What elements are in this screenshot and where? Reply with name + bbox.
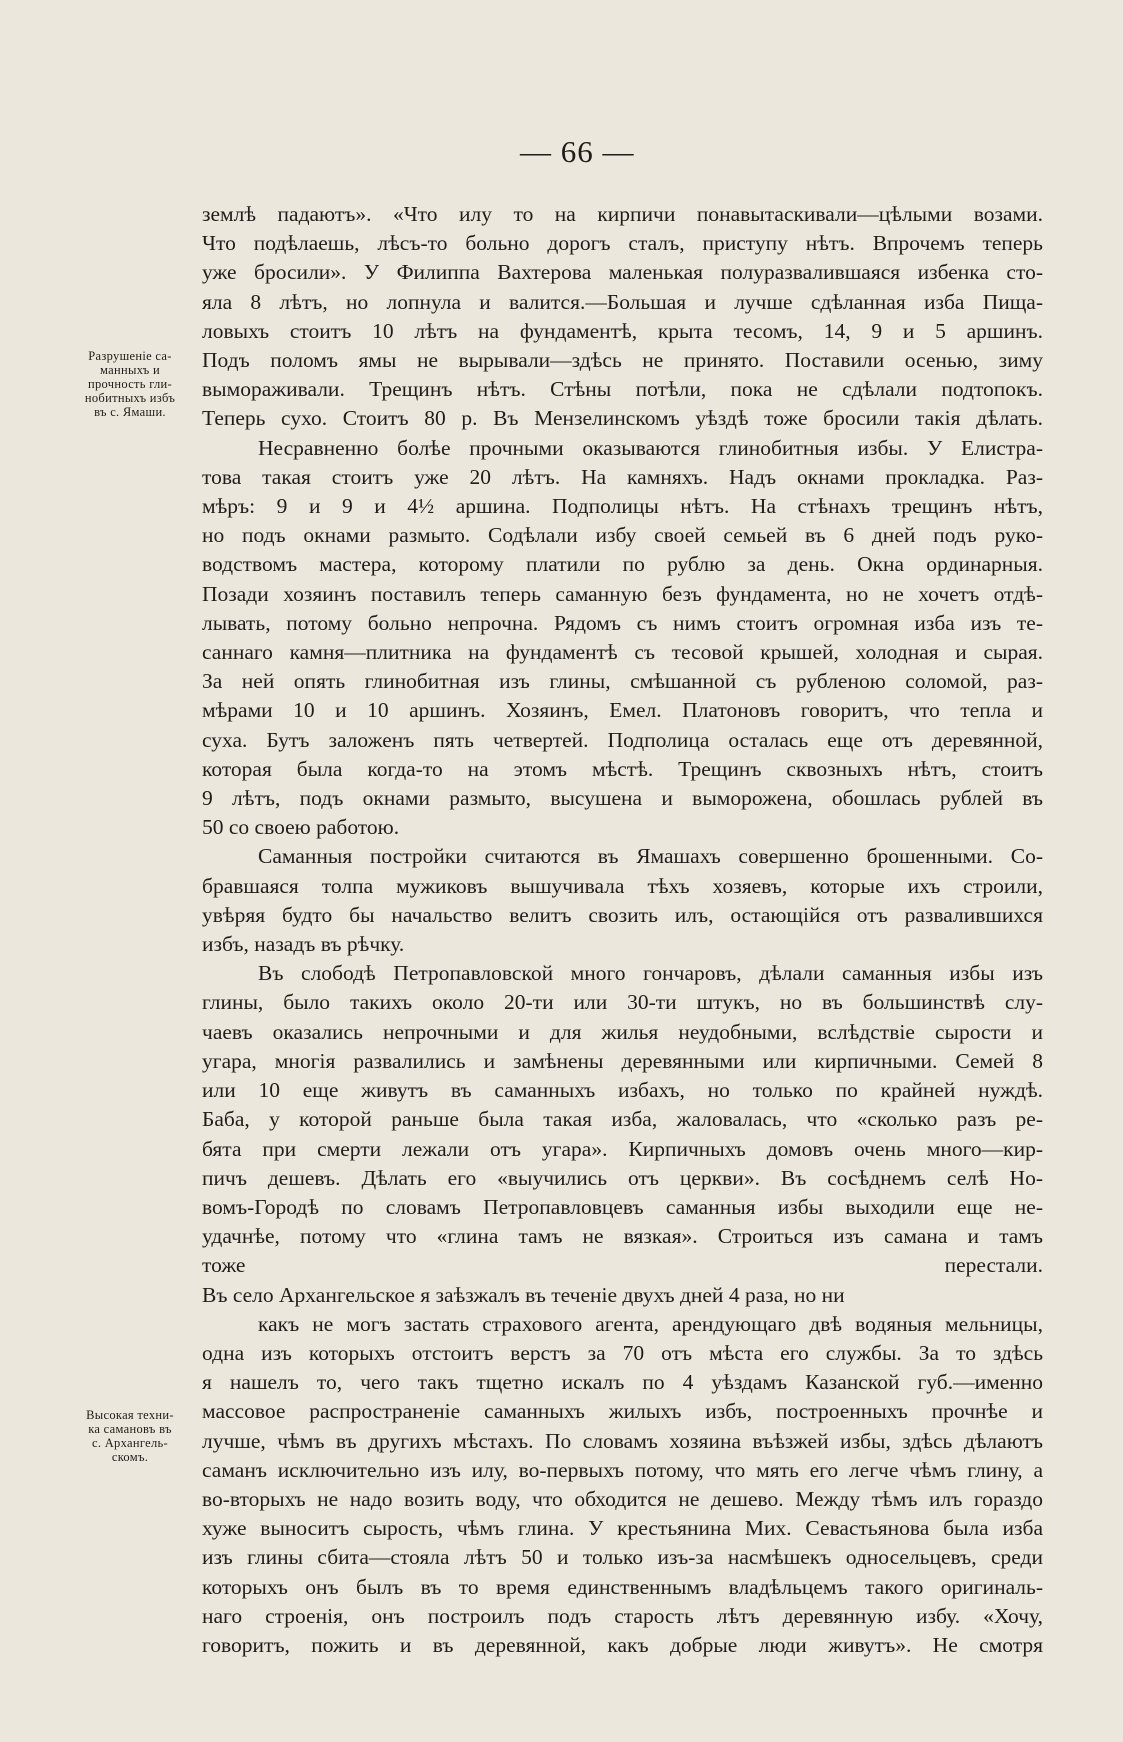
margin-note-line: Разрушеніе са- [88, 349, 172, 363]
margin-note-line: прочность гли- [87, 377, 173, 391]
text-line: Подъ поломъ ямы не вырывали—здѣсь не принято. Поставили осенью, зиму [202, 348, 1043, 373]
text-line: саннаго камня—плитника на фундаментѣ съ тесовой крышей, холодная и сырая. [202, 640, 1043, 665]
text-line: одна изъ которыхъ отстоитъ верстъ за 70 отъ мѣста его службы. За то здѣсь [202, 1340, 1043, 1365]
body-text [202, 200, 1043, 1660]
margin-note-line: с. Архангель- [92, 1436, 168, 1450]
text-line: вомъ-Городѣ по словамъ Петропавловцевъ саманныя избы выходили еще не- [202, 1194, 1043, 1219]
text-line: мѣрами 10 и 10 аршинъ. Хозяинъ, Емел. Платоновъ говоритъ, что тепла и [202, 698, 1043, 723]
text-line: Теперь сухо. Стоитъ 80 р. Въ Мензелинскомъ уѣздѣ тоже бросили такія дѣлать. [202, 406, 1043, 431]
text-line: землѣ падаютъ». «Что илу то на кирпичи понавытаскивали—цѣлыми возами. [202, 202, 1043, 226]
text-line: изъ глины сбита—стояла лѣтъ 50 и только изъ-за насмѣшекъ односельцевъ, среди [202, 1545, 1043, 1570]
text-line: тоже перестали. [202, 1253, 1043, 1278]
text-line: Что подѣлаешь, лѣсъ-то больно дорогъ сталъ, приступу нѣтъ. Впрочемъ теперь [202, 231, 1043, 256]
text-line: пичъ дешевъ. Дѣлать его «выучились отъ церкви». Въ сосѣднемъ селѣ Но- [202, 1165, 1043, 1190]
margin-note-line: скомъ. [111, 1450, 149, 1464]
text-line: водствомъ мастера, которому платили по рублю за день. Окна ординарныя. [202, 552, 1043, 577]
text-line: я нашелъ то, чего такъ тщетно искалъ по 4 уѣздамъ Казанской губ.—именно [202, 1370, 1043, 1395]
text-line: глины, было такихъ около 20-ти или 30-ти штукъ, но въ большинствѣ слу- [202, 990, 1043, 1015]
margin-note-line: ка самановъ въ [88, 1422, 172, 1436]
text-line: саманъ исключительно изъ илу, во-первыхъ потому, что мять его легче чѣмъ глину, а [202, 1457, 1043, 1482]
text-line: Позади хозяинъ поставилъ теперь саманную безъ фундамента, но не хочетъ отдѣ- [202, 581, 1043, 606]
text-line: мѣръ: 9 и 9 и 4½ аршина. Подполицы нѣтъ. На стѣнахъ трещинъ нѣтъ, [202, 494, 1043, 519]
text-line: говоритъ, пожить и въ деревянной, какъ добрые люди живутъ». Не смотря [202, 1632, 1043, 1657]
text-line: ловыхъ стоитъ 10 лѣтъ на фундаментѣ, крыта тесомъ, 14, 9 и 5 аршинъ. [202, 318, 1043, 343]
text-line: суха. Бутъ заложенъ пять четвертей. Подполица осталась еще отъ деревянной, [202, 727, 1043, 752]
text-line: хуже выноситъ сырость, чѣмъ глина. У крестьянина Мих. Севастьянова была изба [202, 1516, 1043, 1541]
text-line: избъ, назадъ въ рѣчку. [202, 932, 405, 957]
text-line: угара, многія развалились и замѣнены деревянными или кирпичными. Семей 8 [202, 1048, 1043, 1073]
text-line: наго строенія, онъ построилъ подъ старость лѣтъ деревянную избу. «Хочу, [202, 1603, 1043, 1628]
text-line: массовое распространеніе саманныхъ жилыхъ избъ, построенныхъ прочнѣе и [202, 1399, 1043, 1424]
text-line: 50 со своею работою. [202, 815, 400, 840]
text-line: которая была когда-то на этомъ мѣстѣ. Трещинъ сквозныхъ нѣтъ, стоитъ [202, 756, 1043, 781]
text-line: 9 лѣтъ, подъ окнами размыто, высушена и выморожена, обошлась рублей въ [202, 786, 1043, 811]
text-line: или 10 еще живутъ въ саманныхъ избахъ, но только по крайней нуждѣ. [202, 1078, 1043, 1103]
text-line: вымораживали. Трещинъ нѣтъ. Стѣны потѣли, пока не сдѣлали подтопокъ. [202, 377, 1043, 402]
text-line: яла 8 лѣтъ, но лопнула и валится.—Большая и лучше сдѣланная изба Пища- [202, 289, 1043, 314]
text-line: бята при смерти лежали отъ угара». Кирпичныхъ домовъ очень много—кир- [202, 1136, 1043, 1161]
text-line: това такая стоитъ уже 20 лѣтъ. На камняхъ. Надъ окнами прокладка. Раз- [202, 464, 1043, 489]
page-number: — 66 — [520, 134, 635, 169]
margin-note-line: манныхъ и [100, 363, 160, 377]
text-line: Въ село Архангельское я заѣзжалъ въ теченіе двухъ дней 4 раза, но ни [202, 1282, 845, 1307]
text-line: лучше, чѣмъ въ другихъ мѣстахъ. По словамъ хозяина въѣзжей избы, здѣсь дѣлаютъ [202, 1428, 1043, 1453]
text-line: которыхъ онъ былъ въ то время единственнымъ владѣльцемъ такого оригиналь- [202, 1574, 1043, 1599]
margin-note-2 [58, 1408, 202, 1464]
margin-note-line: нобитныхъ избъ [84, 391, 176, 405]
text-line: бравшаяся толпа мужиковъ вышучивала тѣхъ хозяевъ, которые ихъ строили, [202, 873, 1043, 898]
margin-note-line: въ с. Ямаши. [94, 405, 166, 419]
text-line: какъ не могъ застать страхового агента, арендующаго двѣ водяныя мельницы, [258, 1311, 1043, 1336]
text-line: удачнѣе, потому что «глина тамъ не вязкая». Строиться изъ самана и тамъ [202, 1224, 1043, 1249]
margin-note-line: Высокая техни- [86, 1408, 174, 1422]
text-line: Въ слободѣ Петропавловской много гончаровъ, дѣлали саманныя избы изъ [258, 961, 1043, 986]
text-line: чаевъ оказались непрочными и для жилья неудобными, вслѣдствіе сырости и [202, 1019, 1043, 1044]
text-line: Саманныя постройки считаются въ Ямашахъ совершенно брошенными. Со- [258, 844, 1043, 869]
text-line: Баба, у которой раньше была такая изба, жаловалась, что «сколько разъ ре- [202, 1107, 1043, 1132]
text-line: во-вторыхъ не надо возить воду, что обходится не дешево. Между тѣмъ илъ гораздо [202, 1486, 1043, 1511]
text-line: Несравненно болѣе прочными оказываются глинобитныя избы. У Елистра- [258, 435, 1043, 460]
text-line: но подъ окнами размыто. Содѣлали избу своей семьей въ 6 дней подъ руко- [202, 523, 1043, 548]
text-line: За ней опять глинобитная изъ глины, смѣшанной съ рубленою соломой, раз- [202, 669, 1043, 694]
text-line: лывать, потому больно непрочна. Рядомъ съ нимъ стоитъ огромная изба изъ те- [202, 610, 1043, 635]
text-line: увѣряя будто бы начальство велитъ свозить илъ, остающійся отъ развалившихся [202, 902, 1043, 927]
text-line: уже бросили». У Филиппа Вахтерова маленькая полуразвалившаяся избенка сто- [202, 260, 1043, 285]
margin-note-1 [58, 349, 202, 419]
